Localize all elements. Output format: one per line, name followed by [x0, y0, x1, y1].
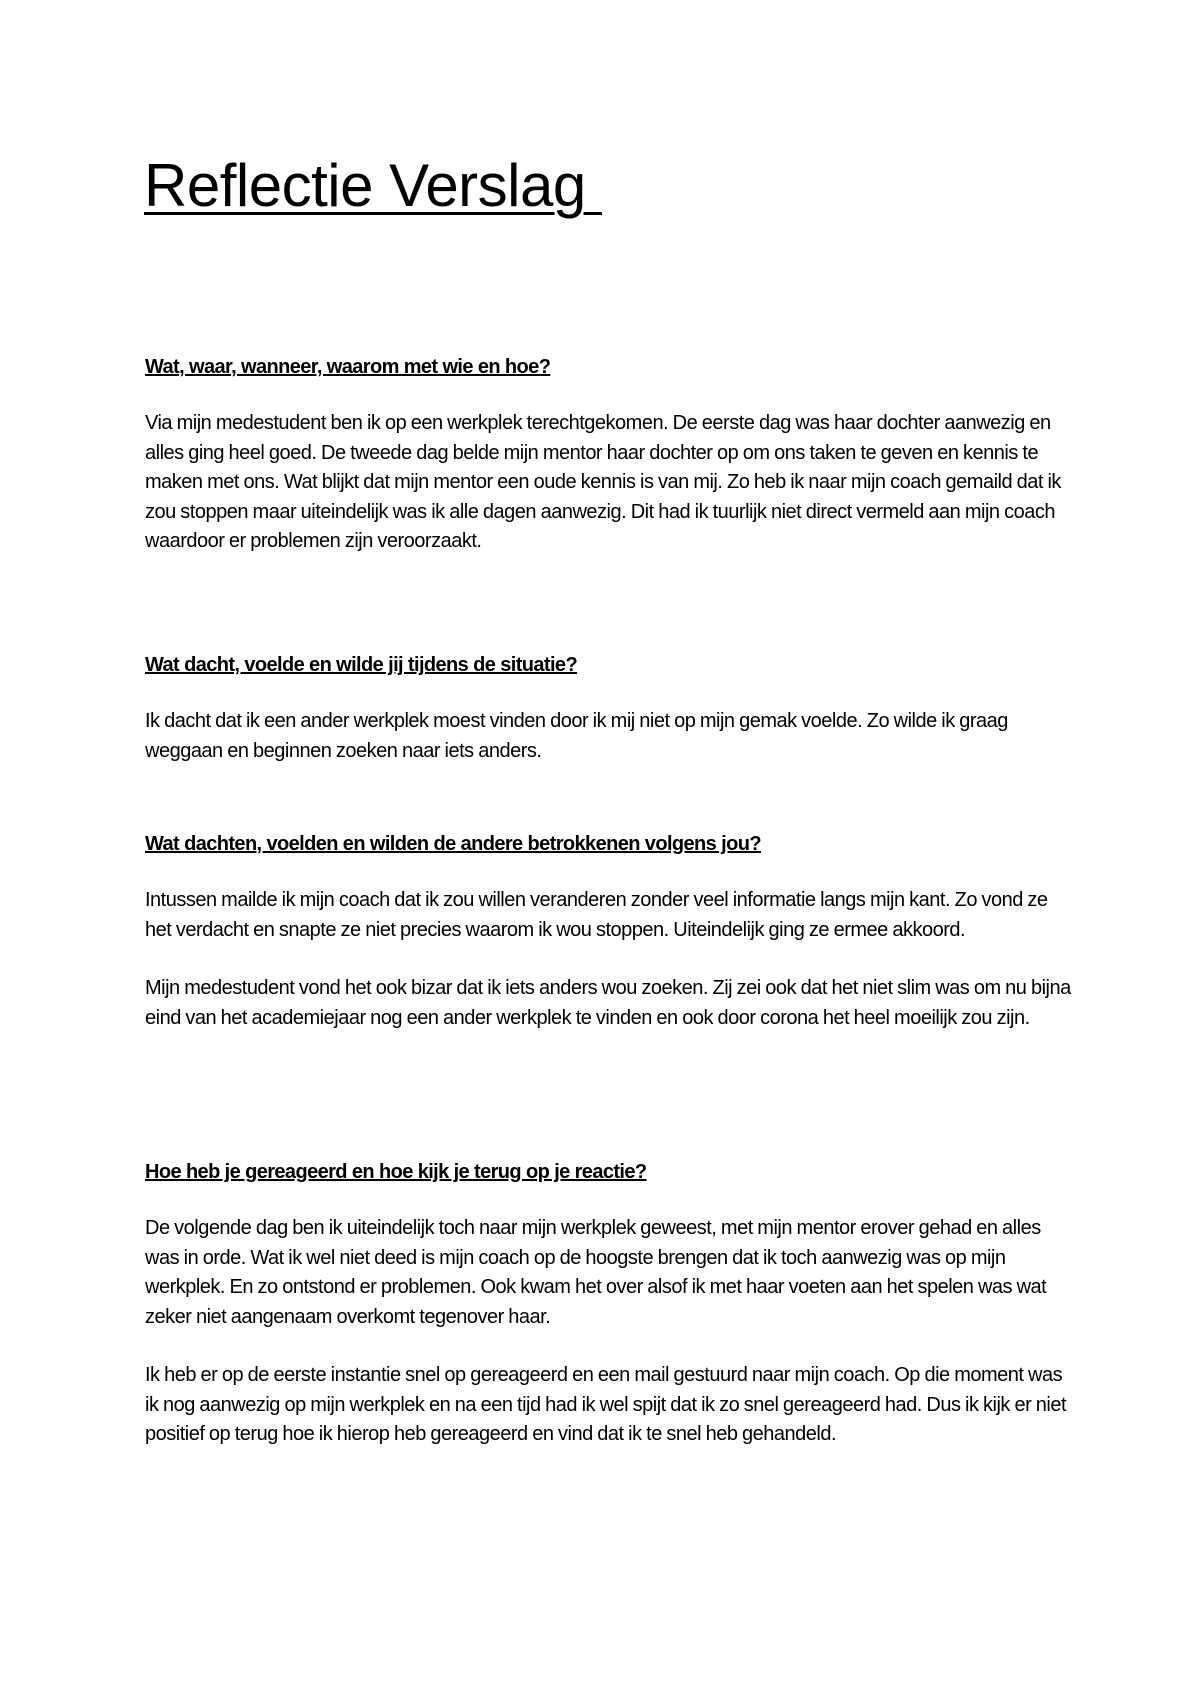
section-heading: Hoe heb je gereageerd en hoe kijk je terug op je reactie?	[145, 1161, 647, 1183]
section-heading: Wat, waar, wanneer, waarom met wie en hoe?	[145, 356, 551, 378]
section-paragraph: Mijn medestudent vond het ook bizar dat ik iets anders wou zoeken. Zij zei ook dat het niet slim was om nu bijna eind van het academiejaar nog een ander werkplek te vinden en ook door corona het heel moeilijk zou zijn.	[145, 977, 1071, 1029]
section-paragraph: Ik dacht dat ik een ander werkplek moest vinden door ik mij niet op mijn gemak voelde. Zo wilde ik graag weggaan en beginnen zoeken naar iets anders.	[145, 710, 1008, 762]
section-paragraph: De volgende dag ben ik uiteindelijk toch naar mijn werkplek geweest, met mijn mentor erover gehad en alles was in orde. Wat ik wel niet deed is mijn coach op de hoogste brengen dat ik toch aanwezig was op mijn werkplek. En zo ontstond er problemen. Ook kwam het over alsof ik met haar voeten aan het spelen was wat zeker niet aangenaam overkomt tegenover haar.	[145, 1217, 1047, 1328]
section-heading: Wat dacht, voelde en wilde jij tijdens de situatie?	[145, 654, 578, 676]
section-own-thoughts	[145, 650, 1075, 766]
section-reaction	[145, 1157, 1075, 1450]
section-context	[145, 352, 1075, 557]
section-paragraph: Via mijn medestudent ben ik op een werkplek terechtgekomen. De eerste dag was haar dochter aanwezig en alles ging heel goed. De tweede dag belde mijn mentor haar dochter op om ons taken te geven en kennis te maken met ons. Wat blijkt dat mijn mentor een oude kennis is van mij. Zo heb ik naar mijn coach gemaild dat ik zou stoppen maar uiteindelijk was ik alle dagen aanwezig. Dit had ik tuurlijk niet direct vermeld aan mijn coach waardoor er problemen zijn veroorzaakt.	[145, 412, 1061, 552]
section-paragraph: Ik heb er op de eerste instantie snel op gereageerd en een mail gestuurd naar mijn coach. Op die moment was ik nog aanwezig op mijn werkplek en na een tijd had ik wel spijt dat ik zo snel gereageerd had. Dus ik kijk er niet positief op terug hoe ik hierop heb gereageerd en vind dat ik te snel heb gehandeld.	[145, 1364, 1067, 1445]
section-heading: Wat dachten, voelden en wilden de andere betrokkenen volgens jou?	[145, 833, 761, 855]
document-title: Reflectie Verslag	[144, 152, 602, 219]
section-paragraph: Intussen mailde ik mijn coach dat ik zou willen veranderen zonder veel informatie langs mijn kant. Zo vond ze het verdacht en snapte ze niet precies waarom ik wou stoppen. Uiteindelijk ging ze ermee akkoord.	[145, 889, 1048, 941]
section-others-thoughts	[145, 829, 1075, 1033]
